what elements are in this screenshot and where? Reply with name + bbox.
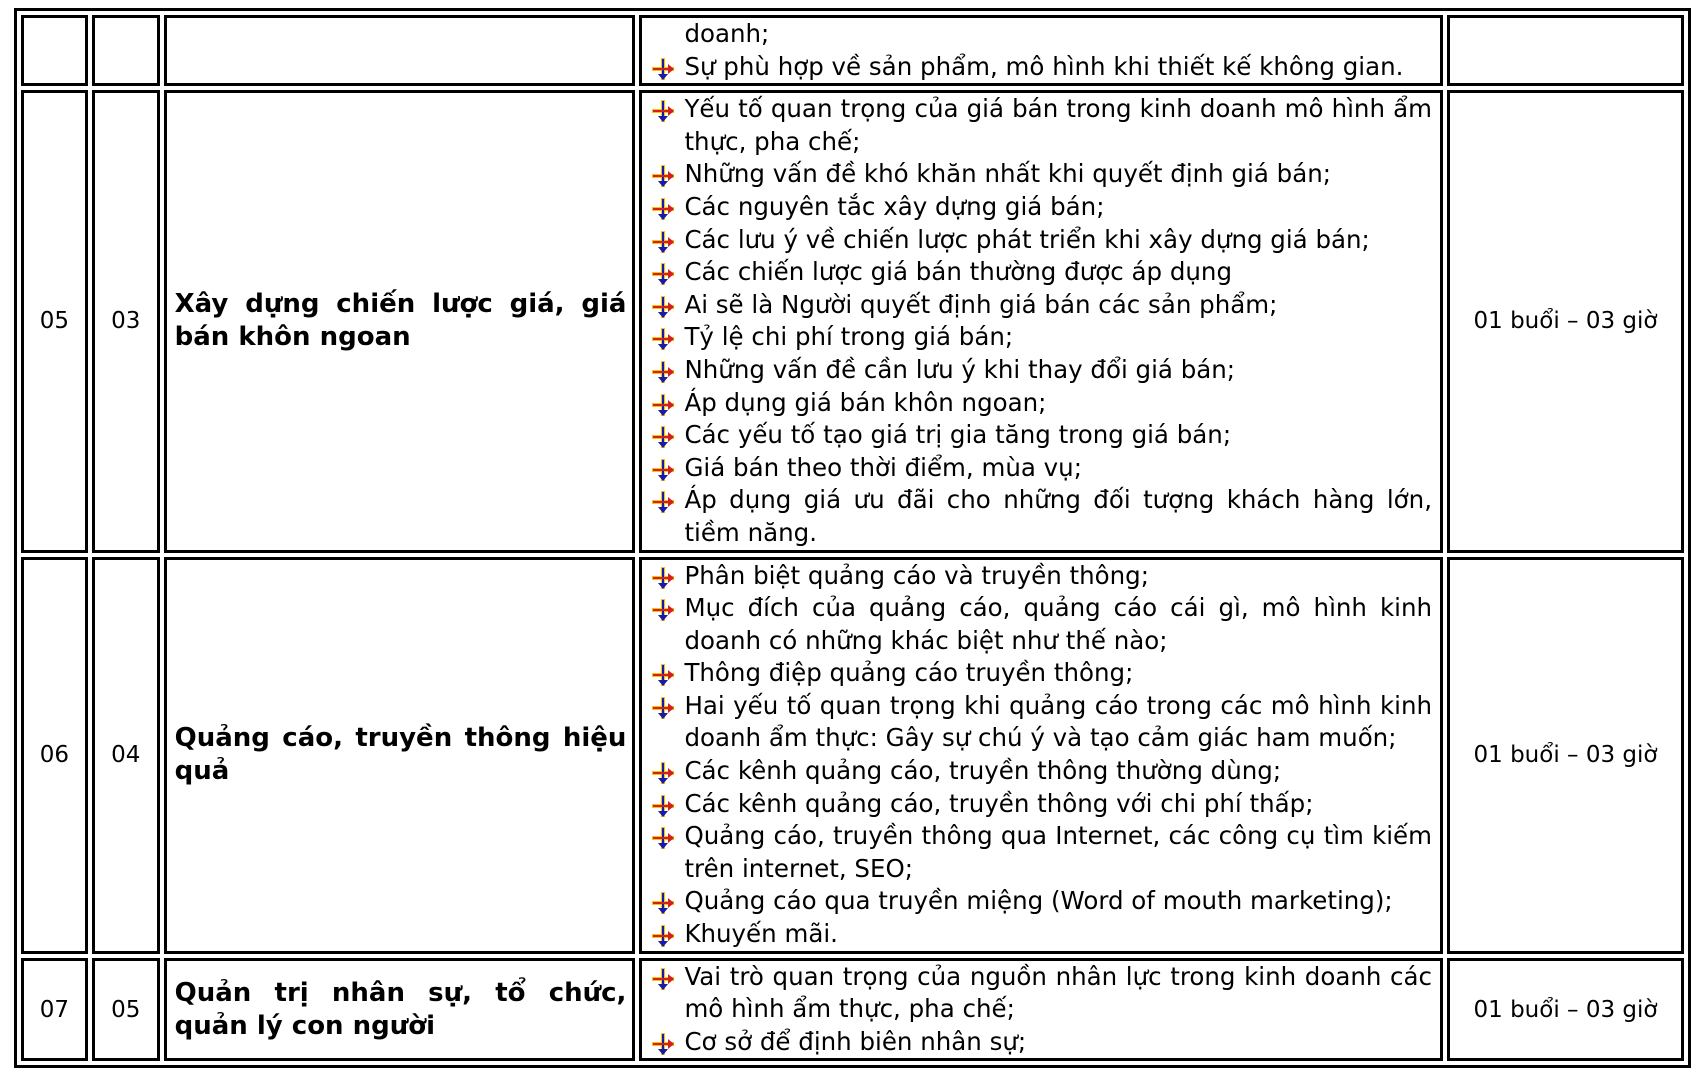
list-item-text: Quảng cáo qua truyền miệng (Word of mouth marketing); — [684, 886, 1393, 916]
list-item-text: Các yếu tố tạo giá trị gia tăng trong giá bán; — [684, 420, 1232, 450]
unit-number-cell — [92, 15, 160, 86]
table-row — [21, 557, 1684, 954]
list-item-text: Ai sẽ là Người quyết định giá bán các sản phẩm; — [684, 289, 1278, 319]
list-item — [648, 484, 1432, 549]
list-item — [648, 885, 1432, 918]
syllabus-table — [14, 8, 1691, 1068]
duration-cell — [1447, 15, 1684, 86]
topic-content-cell — [639, 15, 1443, 86]
arrow-cross-bullet-icon — [652, 599, 674, 621]
list-item — [648, 354, 1432, 387]
arrow-cross-bullet-icon — [652, 296, 674, 318]
list-item — [648, 321, 1432, 354]
topic-title: Xây dựng chiến lược giá, giá bán khôn ngoan — [174, 289, 627, 353]
arrow-cross-bullet-icon — [652, 968, 674, 990]
list-item — [648, 755, 1432, 788]
content-list — [648, 93, 1432, 549]
topic-title-cell — [164, 958, 636, 1062]
unit-number: 05 — [111, 996, 141, 1023]
row-number-cell — [21, 90, 88, 552]
list-item-text: Áp dụng giá ưu đãi cho những đối tượng khách hàng lớn, tiềm năng. — [684, 485, 1432, 547]
list-item — [648, 592, 1432, 657]
arrow-cross-bullet-icon — [652, 361, 674, 383]
unit-number: 04 — [111, 742, 141, 769]
arrow-cross-bullet-icon — [652, 459, 674, 481]
list-item-text: Vai trò quan trọng của nguồn nhân lực trong kinh doanh các mô hình ẩm thực, pha chế; — [684, 961, 1432, 1024]
arrow-cross-bullet-icon — [652, 795, 674, 817]
list-item — [648, 191, 1432, 224]
content-list — [648, 961, 1432, 1059]
arrow-cross-bullet-icon — [652, 100, 674, 122]
table-row — [21, 958, 1684, 1062]
list-item — [648, 820, 1432, 885]
arrow-cross-bullet-icon — [652, 664, 674, 686]
list-item — [648, 918, 1432, 951]
list-item-text: Yếu tố quan trọng của giá bán trong kinh doanh mô hình ẩm thực, pha chế; — [684, 94, 1432, 156]
duration: 01 buổi – 03 giờ — [1473, 742, 1658, 769]
list-item-text: Thông điệp quảng cáo truyền thông; — [684, 658, 1134, 688]
duration-cell — [1447, 90, 1684, 552]
list-item-text: Tỷ lệ chi phí trong giá bán; — [684, 322, 1014, 352]
list-item-text: Áp dụng giá bán khôn ngoan; — [684, 387, 1047, 417]
list-item-text: Giá bán theo thời điểm, mùa vụ; — [684, 452, 1082, 482]
arrow-cross-bullet-icon — [652, 231, 674, 253]
list-item — [648, 93, 1432, 158]
arrow-cross-bullet-icon — [652, 1033, 674, 1055]
list-item — [648, 690, 1432, 755]
list-item-text: Quảng cáo, truyền thông qua Internet, các công cụ tìm kiếm trên internet, SEO; — [684, 821, 1432, 883]
content-list — [648, 560, 1432, 951]
list-item — [648, 560, 1432, 593]
duration: 01 buổi – 03 giờ — [1473, 308, 1658, 335]
list-item — [648, 387, 1432, 420]
row-number: 06 — [39, 742, 70, 769]
list-item-text: Những vấn đề khó khăn nhất khi quyết định giá bán; — [684, 159, 1331, 189]
list-item — [648, 1026, 1432, 1059]
list-item-text: Các nguyên tắc xây dựng giá bán; — [684, 191, 1105, 221]
list-item — [648, 289, 1432, 322]
topic-title-cell — [164, 90, 636, 552]
arrow-cross-bullet-icon — [652, 925, 674, 947]
arrow-cross-bullet-icon — [652, 426, 674, 448]
row-number-cell — [21, 15, 88, 86]
topic-title: Quảng cáo, truyền thông hiệu quả — [174, 723, 627, 787]
list-item-text: Những vấn đề cần lưu ý khi thay đổi giá bán; — [684, 354, 1236, 384]
list-item-text: Sự phù hợp về sản phẩm, mô hình khi thiết kế không gian. — [684, 51, 1404, 81]
arrow-cross-bullet-icon — [652, 58, 674, 80]
content-list — [648, 18, 1432, 83]
topic-content-cell — [639, 557, 1443, 954]
list-item — [648, 452, 1432, 485]
row-number: 05 — [39, 308, 70, 335]
arrow-cross-bullet-icon — [652, 491, 674, 513]
table-row — [21, 90, 1684, 552]
list-item — [648, 256, 1432, 289]
duration-cell — [1447, 557, 1684, 954]
list-item — [648, 224, 1432, 257]
arrow-cross-bullet-icon — [652, 198, 674, 220]
row-number-cell — [21, 557, 88, 954]
list-item — [648, 961, 1432, 1026]
list-item-text: Hai yếu tố quan trọng khi quảng cáo trong các mô hình kinh doanh ẩm thực: Gây sự chú ý và tạo cảm giác ham muốn; — [684, 690, 1432, 753]
list-item — [648, 158, 1432, 191]
list-item-text: Các chiến lược giá bán thường được áp dụng — [684, 257, 1232, 287]
list-item-text: doanh; — [684, 19, 770, 48]
list-item-text: Các kênh quảng cáo, truyền thông với chi phí thấp; — [684, 788, 1314, 818]
duration-cell — [1447, 958, 1684, 1062]
unit-number: 03 — [111, 308, 141, 335]
list-item-text: Khuyến mãi. — [684, 919, 838, 949]
arrow-cross-bullet-icon — [652, 567, 674, 589]
table-row — [21, 15, 1684, 86]
list-item-text: Cơ sở để định biên nhân sự; — [684, 1026, 1027, 1056]
list-item — [648, 419, 1432, 452]
topic-content-cell — [639, 90, 1443, 552]
arrow-cross-bullet-icon — [652, 394, 674, 416]
topic-title: Quản trị nhân sự, tổ chức, quản lý con người — [174, 977, 627, 1041]
arrow-cross-bullet-icon — [652, 892, 674, 914]
topic-title-cell — [164, 557, 636, 954]
arrow-cross-bullet-icon — [652, 328, 674, 350]
row-number-cell — [21, 958, 88, 1062]
list-item — [648, 657, 1432, 690]
syllabus-table-body — [21, 15, 1684, 1061]
list-item — [648, 18, 1432, 51]
row-number: 07 — [39, 996, 70, 1023]
list-item — [648, 51, 1432, 84]
unit-number-cell — [92, 90, 160, 552]
unit-number-cell — [92, 958, 160, 1062]
topic-title-cell — [164, 15, 636, 86]
list-item-text: Các lưu ý về chiến lược phát triển khi xây dựng giá bán; — [684, 224, 1370, 254]
arrow-cross-bullet-icon — [652, 697, 674, 719]
arrow-cross-bullet-icon — [652, 263, 674, 285]
arrow-cross-bullet-icon — [652, 827, 674, 849]
list-item-text: Các kênh quảng cáo, truyền thông thường dùng; — [684, 756, 1282, 786]
list-item-text: Mục đích của quảng cáo, quảng cáo cái gì, mô hình kinh doanh có những khác biệt như thế nào; — [684, 593, 1432, 655]
arrow-cross-bullet-icon — [652, 762, 674, 784]
list-item-text: Phân biệt quảng cáo và truyền thông; — [684, 560, 1149, 590]
unit-number-cell — [92, 557, 160, 954]
list-item — [648, 788, 1432, 821]
syllabus-sheet — [14, 8, 1691, 1068]
arrow-cross-bullet-icon — [652, 165, 674, 187]
topic-content-cell — [639, 958, 1443, 1062]
duration: 01 buổi – 03 giờ — [1473, 996, 1658, 1023]
